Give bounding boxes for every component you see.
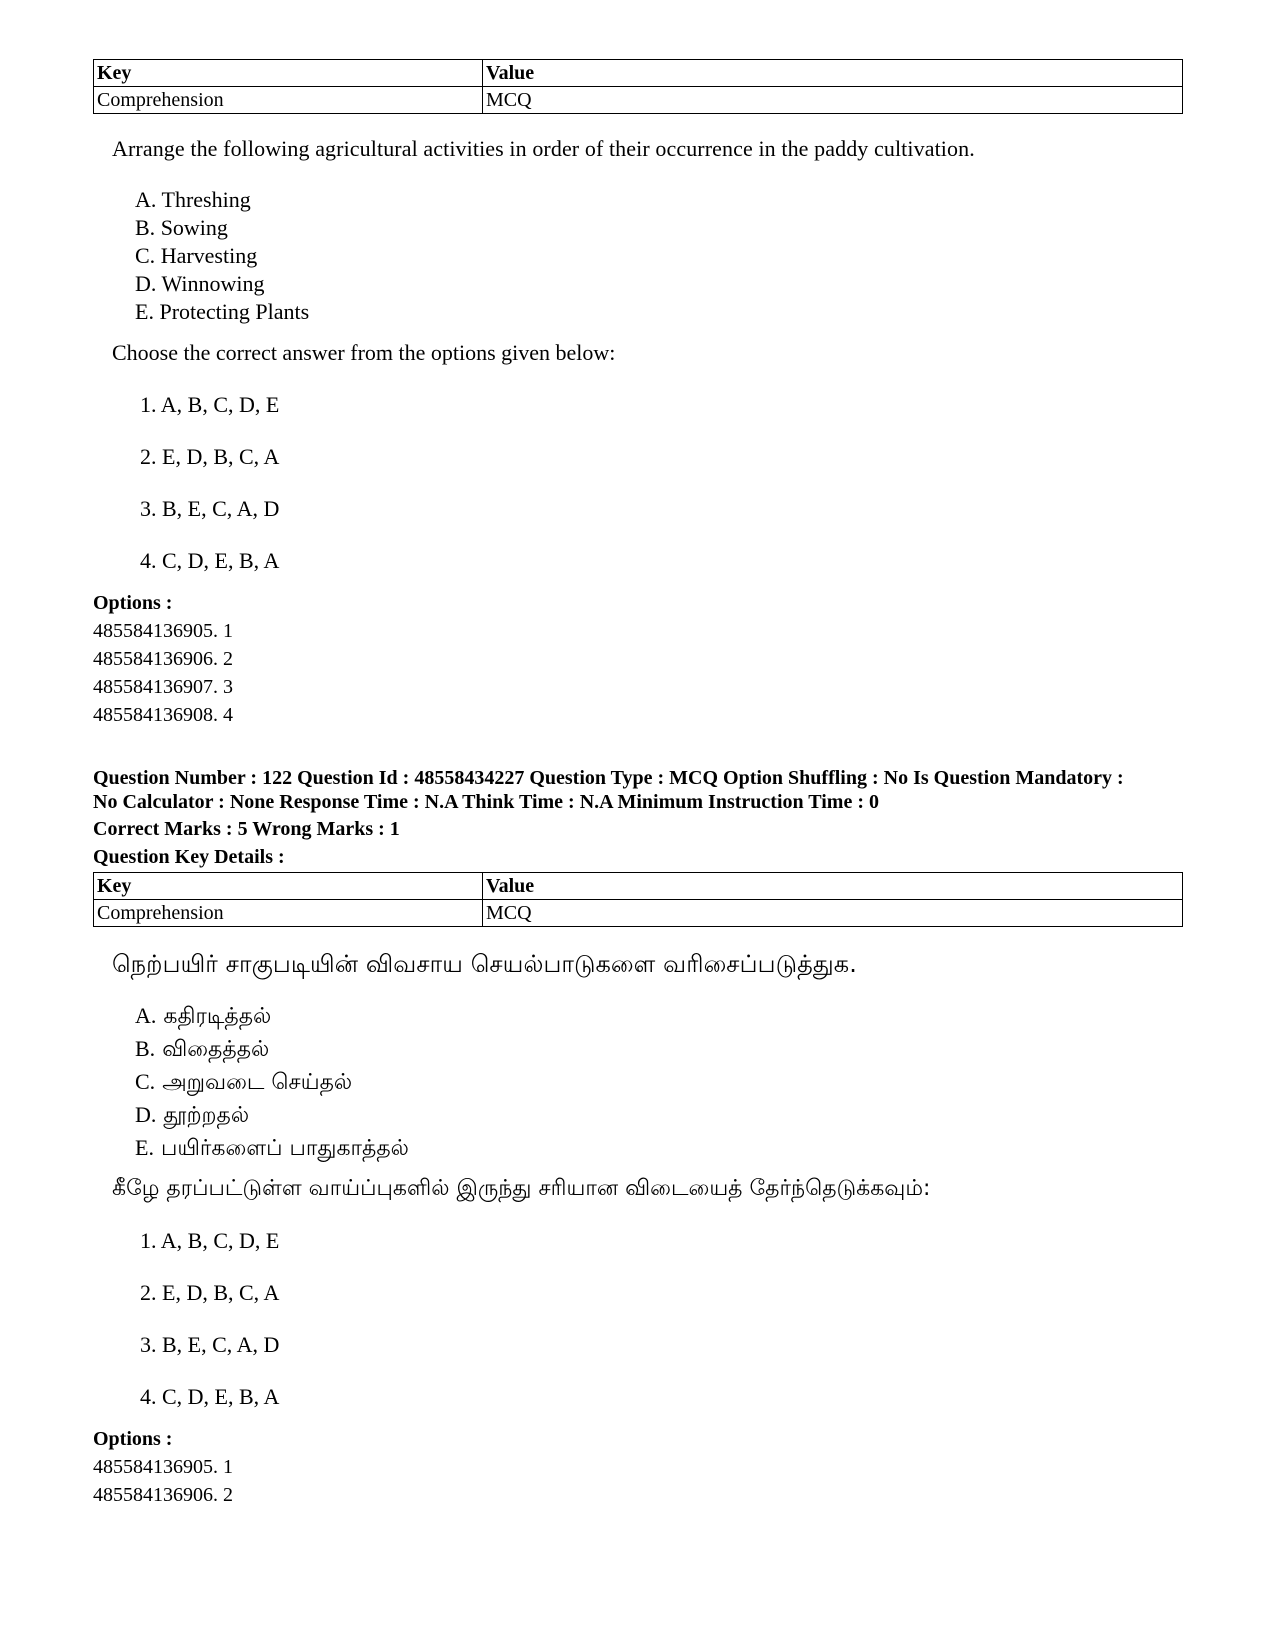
question-stem: Arrange the following agricultural activities in order of their occurrence in the paddy cultivation. <box>112 136 975 161</box>
question-stem-tamil: நெற்பயிர் சாகுபடியின் விவசாய செயல்பாடுகளை வரிசைப்படுத்துக. <box>112 950 857 978</box>
meta-line: No Calculator : None Response Time : N.A Think Time : N.A Minimum Instruction Time : 0 <box>93 791 879 813</box>
answer-choice: 2. E, D, B, C, A <box>140 444 280 469</box>
value-header: Value <box>483 60 1183 87</box>
value-cell: MCQ <box>483 900 1183 927</box>
choose-instruction-tamil: கீழே தரப்பட்டுள்ள வாய்ப்புகளில் இருந்து சரியான விடையைத் தேர்ந்தெடுக்கவும்: <box>112 1176 931 1201</box>
list-item: A. Threshing <box>135 187 251 212</box>
choose-instruction: Choose the correct answer from the options given below: <box>112 340 616 365</box>
answer-choice: 4. C, D, E, B, A <box>140 548 280 573</box>
answer-choice: 3. B, E, C, A, D <box>140 1332 280 1357</box>
options-heading: Options : <box>93 1428 173 1450</box>
option-id: 485584136906. 2 <box>93 1484 233 1506</box>
answer-choice: 1. A, B, C, D, E <box>140 392 280 417</box>
activity-list-tamil <box>135 1000 409 1165</box>
answer-choice: 3. B, E, C, A, D <box>140 496 280 521</box>
value-header: Value <box>483 873 1183 900</box>
key-header: Key <box>94 60 483 87</box>
option-id: 485584136905. 1 <box>93 1456 233 1478</box>
option-id: 485584136907. 3 <box>93 676 233 698</box>
key-header: Key <box>94 873 483 900</box>
list-item: C. Harvesting <box>135 243 258 268</box>
question-key-table <box>93 59 1183 114</box>
key-details-heading: Question Key Details : <box>93 846 285 868</box>
list-item: E. Protecting Plants <box>135 299 310 324</box>
marks-line: Correct Marks : 5 Wrong Marks : 1 <box>93 818 400 840</box>
key-cell: Comprehension <box>94 900 483 927</box>
list-item: D. Winnowing <box>135 271 265 296</box>
answer-choice: 1. A, B, C, D, E <box>140 1228 280 1253</box>
list-item: E. பயிர்களைப் பாதுகாத்தல் <box>135 1135 409 1161</box>
options-heading: Options : <box>93 592 173 614</box>
meta-line: Question Number : 122 Question Id : 48558434227 Question Type : MCQ Option Shuffling : No Is Question Mandatory : <box>93 767 1124 789</box>
list-item: B. விதைத்தல் <box>135 1036 270 1062</box>
value-cell: MCQ <box>483 87 1183 114</box>
activity-list <box>135 186 309 326</box>
option-id: 485584136908. 4 <box>93 704 233 726</box>
option-id: 485584136906. 2 <box>93 648 233 670</box>
question-meta <box>93 766 1193 814</box>
list-item: B. Sowing <box>135 215 228 240</box>
key-cell: Comprehension <box>94 87 483 114</box>
option-id: 485584136905. 1 <box>93 620 233 642</box>
list-item: C. அறுவடை செய்தல் <box>135 1069 353 1095</box>
answer-choice: 2. E, D, B, C, A <box>140 1280 280 1305</box>
list-item: D. தூற்றதல் <box>135 1102 250 1128</box>
answer-choice: 4. C, D, E, B, A <box>140 1384 280 1409</box>
question-key-table <box>93 872 1183 927</box>
list-item: A. கதிரடித்தல் <box>135 1003 272 1029</box>
